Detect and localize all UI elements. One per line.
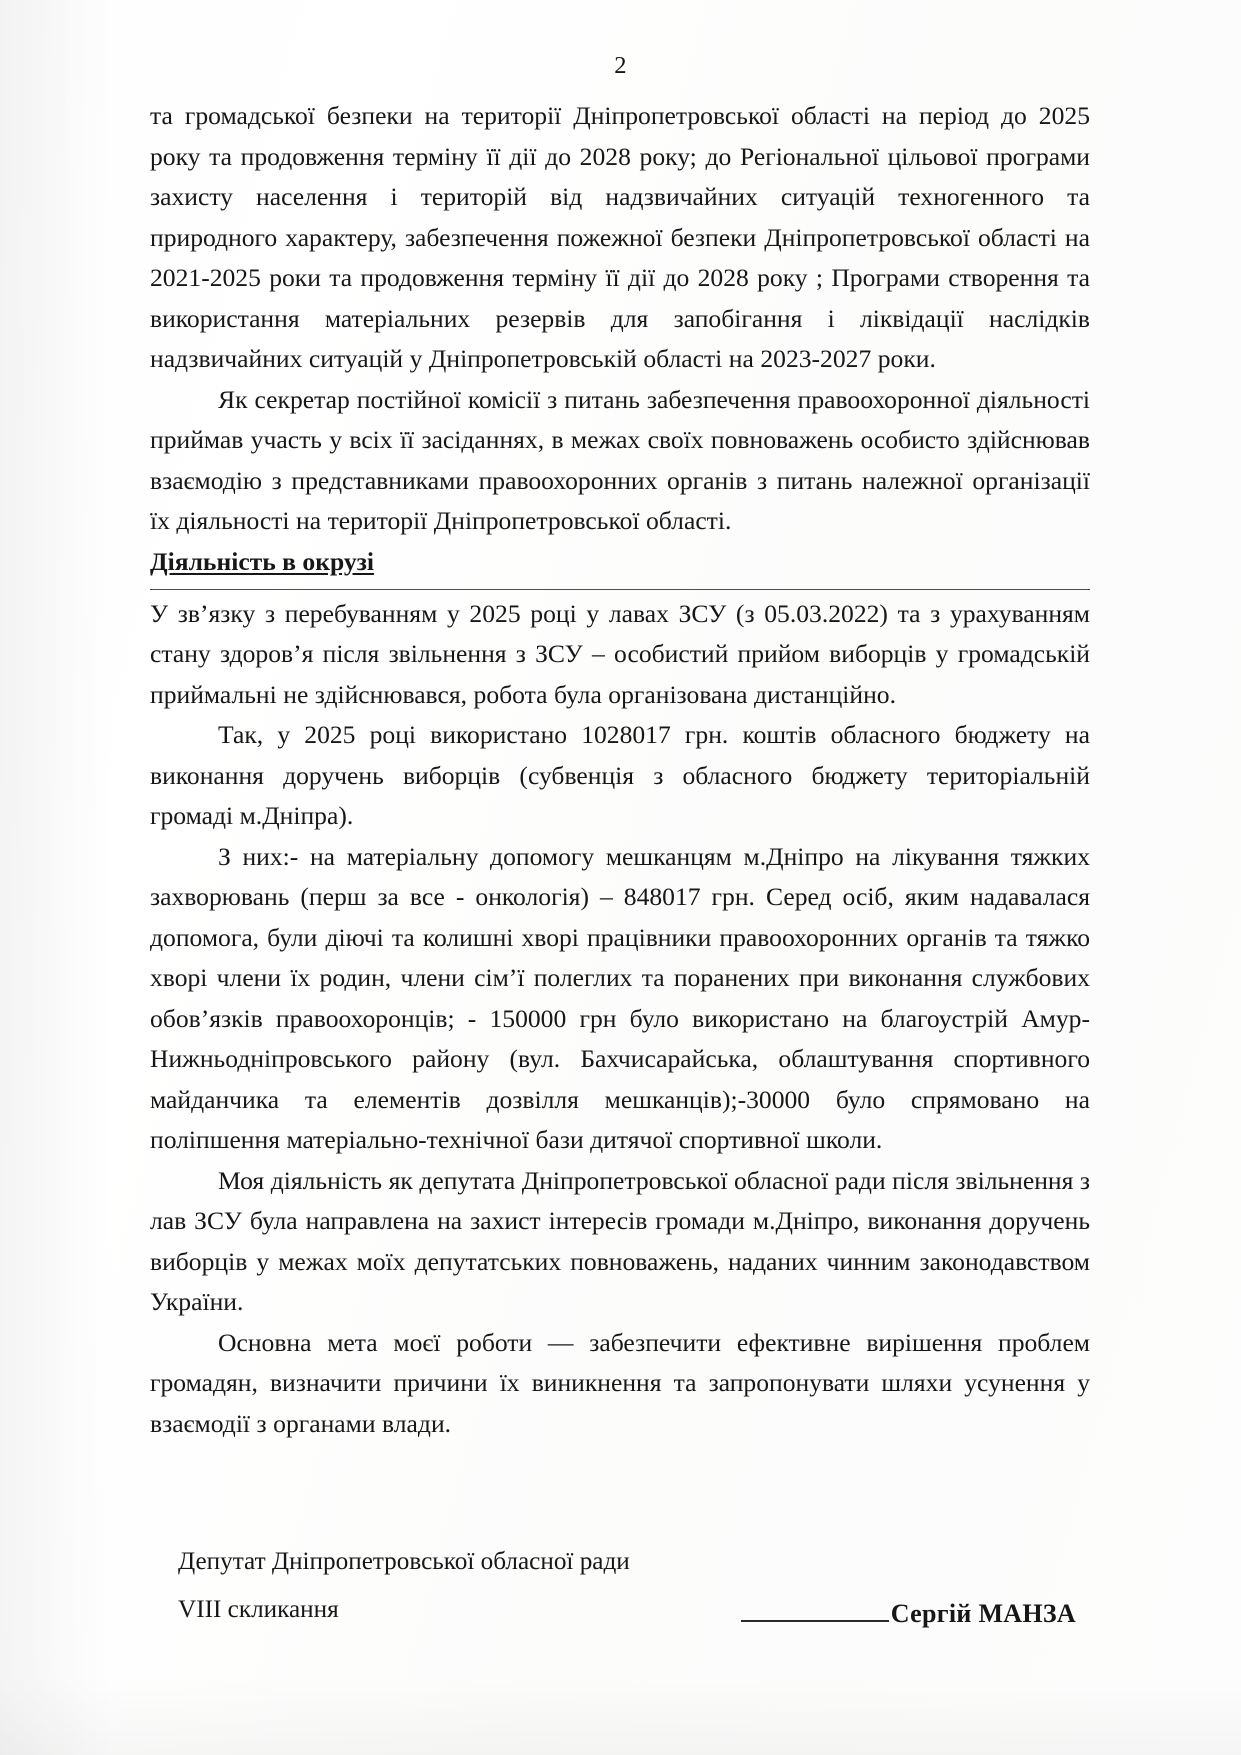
signature-line xyxy=(741,1596,889,1622)
signature-block xyxy=(178,1543,1090,1629)
paragraph-continuation: та громадської безпеки на території Дніпропетровської області на період до 2025 року та продовження терміну її дії до 2028 року; до Регіональної цільової програми захисту населення і територій від надзвичайних ситуацій техногенного та природного характеру, забезпечення пожежної безпеки Дніпропетровської області на 2021-2025 роки та продовження терміну її дії до 2028 року ; Програми створення та використання матеріальних резервів для запобігання і ліквідації наслідків надзвичайних ситуацій у Дніпропетровській області на 2023-2027 роки. xyxy=(150,101,1090,373)
signature-name-group xyxy=(741,1596,1090,1629)
section-heading-district-activity: Діяльність в окрузі xyxy=(150,546,375,576)
document-body xyxy=(150,96,1090,1444)
paragraph-deputy-activity: Моя діяльність як депутата Дніпропетровської обласної ради після звільнення з лав ЗСУ була направлена на захист інтересів громади м.Дніпро, виконання доручень виборців у межах моїх депутатських повноважень, наданих чинним законодавством України. xyxy=(150,1165,1090,1316)
paragraph-budget-breakdown: З них:- на матеріальну допомогу мешканцям м.Дніпро на лікування тяжких захворювань (перш за все - онкологія) – 848017 грн. Серед осіб, яким надавалася допомога, були діючі та колишні хворі працівники правоохоронних органів та тяжко хворі члени їх родин, члени сім’ї полеглих та поранених при виконання службових обов’язків правоохоронців; - 150000 грн було використано на благоустрій Амур-Нижньодніпровського району (вул. Бахчисарайська, облаштування спортивного майданчика та елементів дозвілля мешканців);-30000 було спрямовано на поліпшення матеріально-технічної бази дитячої спортивної школи. xyxy=(150,841,1090,1154)
scan-edge-shadow-left xyxy=(0,0,112,1755)
page-number: 2 xyxy=(614,52,627,79)
scan-edge-shadow-bottom xyxy=(0,1675,1241,1755)
section-divider-rule xyxy=(150,589,1090,590)
paragraph-commission-secretary: Як секретар постійної комісії з питань забезпечення правоохоронної діяльності приймав участь у всіх її засіданнях, в межах своїх повноважень особисто здійснював взаємодію з представниками правоохоронних органів з питань належної організації їх діяльності на території Дніпропетровської області. xyxy=(150,384,1090,535)
signatory-name: Сергій МАНЗА xyxy=(890,1599,1076,1628)
signatory-role: Депутат Дніпропетровської обласної ради xyxy=(178,1548,630,1575)
paragraph-military-service: У зв’язку з перебуванням у 2025 році у лавах ЗСУ (з 05.03.2022) та з урахуванням стану здоров’я після звільнення з ЗСУ – особистий прийом виборців у громадській приймальні не здійснювався, робота була організована дистанційно. xyxy=(150,598,1090,709)
signature-row xyxy=(178,1591,1090,1629)
signatory-convocation: VIII скликання xyxy=(178,1596,339,1623)
paragraph-budget-total: Так, у 2025 році використано 1028017 грн. коштів обласного бюджету на виконання доручень виборців (субвенція з обласного бюджету територіальній громаді м.Дніпра). xyxy=(150,720,1090,830)
paragraph-main-goal: Основна мета моєї роботи — забезпечити ефективне вирішення проблем громадян, визначити причини їх виникнення та запропонувати шляхи усунення у взаємодії з органами влади. xyxy=(150,1327,1090,1438)
